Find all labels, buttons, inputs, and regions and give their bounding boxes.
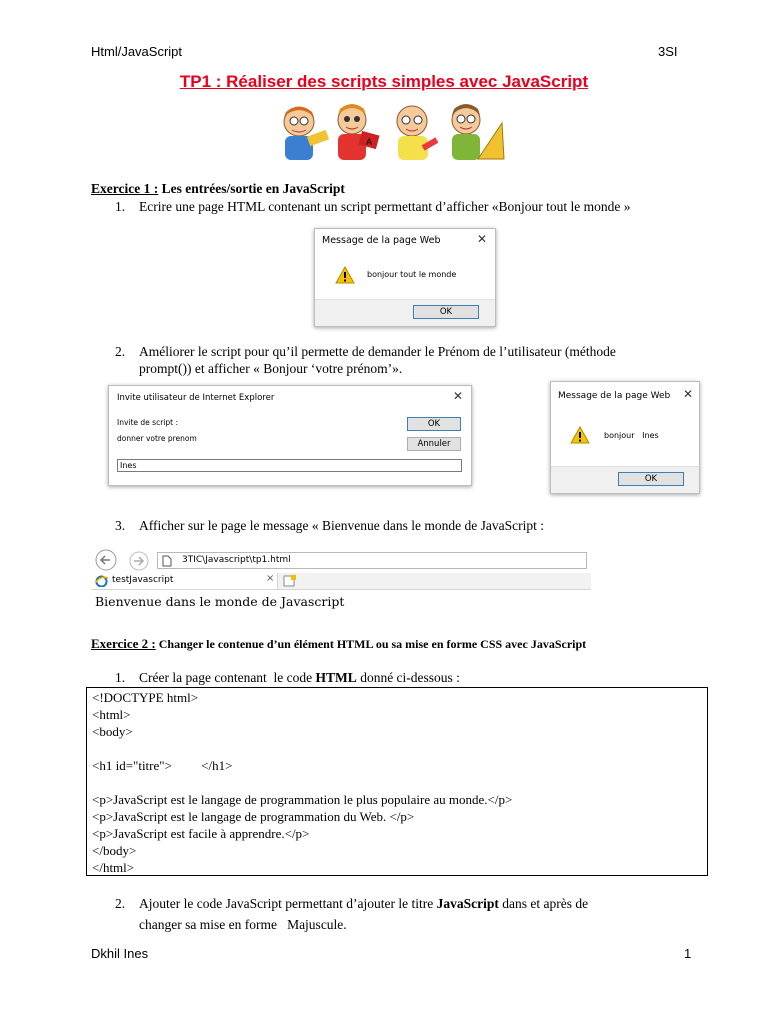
close-icon[interactable]: ✕ [452,389,463,403]
ex1-item-2-line2: prompt()) et afficher « Bonjour ‘votre prénom’». [139,361,403,376]
forward-arrow-icon[interactable] [127,551,151,571]
alert-dialog-hello-name [550,381,700,494]
code-line [92,740,707,757]
warning-icon [570,426,590,444]
code-line: <body> [92,724,133,739]
ex2-item-2-bold: JavaScript [436,896,499,911]
code-line: <p>JavaScript est facile à apprendre.</p> [92,826,310,841]
ex2-item-1-post: donné ci-dessous : [356,670,460,685]
alert-dialog-hello-world [314,228,496,327]
ex2-item-1-bold: HTML [315,670,357,685]
dialog-title: Message de la page Web [558,391,671,401]
code-line: </body> [92,843,137,858]
dialog-title: Message de la page Web [322,235,441,246]
ok-button[interactable]: OK [407,417,461,431]
ok-button[interactable]: OK [618,472,684,486]
exercise-1-heading [91,181,345,197]
url-text: 3TIC\Javascript\tp1.html [182,555,291,565]
dialog-message: bonjour Ines [604,431,659,440]
dialog-message: bonjour tout le monde [367,270,457,279]
exercise-2-title: Changer le contenue d’un élément HTML ou sa mise en forme CSS avec JavaScript [155,637,587,651]
ex1-item-1-number: 1. [115,199,126,214]
page-title: TP1 : Réaliser des scripts simples avec JavaScript [179,72,589,91]
kid-figure [452,104,504,160]
cancel-button[interactable]: Annuler [407,437,461,451]
code-line: <p>JavaScript est le langage de programmation du Web. </p> [92,809,415,824]
name-input[interactable]: Ines [117,459,462,472]
header-left: Html/JavaScript [91,44,183,59]
code-line: <html> [92,707,131,722]
page-icon [162,555,172,567]
kid-figure [338,104,380,160]
tab-testjavascript[interactable] [91,573,278,589]
warning-icon [335,266,355,284]
ex1-item-3-text: Afficher sur le page le message « Bienvenue dans le monde de JavaScript : [139,518,544,533]
ex1-item-1-text: Ecrire une page HTML contenant un script permettant d’afficher «Bonjour tout le monde » [139,199,631,214]
close-icon[interactable]: ✕ [476,232,487,246]
code-line [92,774,707,791]
prompt-title: Invite utilisateur de Internet Explorer [117,393,275,403]
ex2-item-1-pre: Créer la page contenant le code [139,670,316,685]
ex1-item-3-number: 3. [115,518,126,533]
new-tab-icon[interactable] [283,575,297,587]
html-code-box [86,687,708,876]
kid-figure [397,106,438,160]
ex2-item-2-number: 2. [115,896,126,911]
svg-text:A: A [366,138,373,148]
ex2-item-2-pre: Ajouter le code JavaScript permettant d’ajouter le titre [139,896,437,911]
exercise-1-title: Les entrées/sortie en JavaScript [158,181,345,196]
ex1-item-2-number: 2. [115,344,126,359]
code-line: <h1 id="titre"> </h1> [92,758,233,773]
ex2-item-2-post: dans et après de [498,896,589,911]
ex2-item-1-text [139,670,460,686]
page-number: 1 [684,946,692,961]
kids-illustration [272,103,506,161]
ex2-item-2-line2: changer sa mise en forme Majuscule. [139,917,347,932]
prompt-label-1: Invite de script : [117,418,178,427]
ok-button[interactable]: OK [413,305,479,319]
exercise-2-label: Exercice 2 : [91,636,156,651]
code-line: <p>JavaScript est le langage de programmation le plus populaire au monde.</p> [92,792,513,807]
prompt-label-2: donner votre prenom [117,434,197,443]
ex2-item-2-line1 [139,896,588,912]
code-line: <!DOCTYPE html> [92,690,199,705]
kid-figure [284,107,329,161]
ie-logo-icon [95,575,108,587]
exercise-2-heading [91,636,586,652]
exercise-1-label: Exercice 1 : [91,181,159,196]
ex2-item-1-number: 1. [115,670,126,685]
code-line: </html> [92,860,135,875]
footer-author: Dkhil Ines [91,946,149,961]
address-bar[interactable] [157,552,587,569]
tab-close-icon[interactable]: × [266,573,275,584]
prompt-dialog [108,385,472,486]
close-icon[interactable]: ✕ [682,387,693,401]
header-right: 3SI [658,44,678,59]
tab-title: testJavascript [112,575,174,585]
back-arrow-icon[interactable] [93,549,119,571]
browser-screenshot [91,546,591,612]
page-content-text: Bienvenue dans le monde de Javascript [95,594,345,609]
ex1-item-2-line1: Améliorer le script pour qu’il permette de demander le Prénom de l’utilisateur (méthode [139,344,616,359]
